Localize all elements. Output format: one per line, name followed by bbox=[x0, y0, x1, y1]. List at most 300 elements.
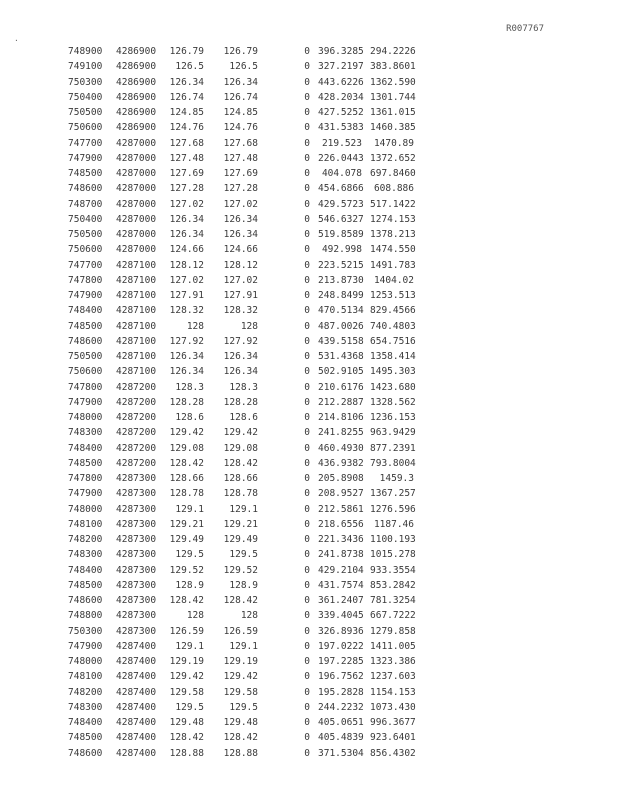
table-cell-flag: 0 bbox=[304, 656, 310, 667]
table-cell-northing: 4287000 bbox=[116, 137, 157, 149]
table-cell-value_c: 197.0222 bbox=[318, 640, 364, 652]
table-cell-value_a: 128.6 bbox=[175, 412, 204, 423]
table-cell-value_c: 443.6226 bbox=[318, 76, 364, 88]
table-cell-easting: 747700 bbox=[68, 259, 103, 271]
table-cell-flag: 0 bbox=[304, 259, 310, 271]
table-row bbox=[0, 517, 618, 532]
table-cell-value_b: 128.28 bbox=[223, 396, 258, 408]
table-cell-value_b: 126.5 bbox=[229, 61, 258, 73]
table-row bbox=[0, 578, 618, 593]
table-cell-flag: 0 bbox=[304, 366, 310, 378]
table-cell-value_a: 129.48 bbox=[169, 717, 204, 728]
table-cell-value_c: 214.8106 bbox=[318, 412, 364, 423]
table-cell-value_c: 327.2197 bbox=[318, 61, 364, 73]
table-cell-flag: 0 bbox=[304, 473, 310, 484]
table-cell-easting: 748500 bbox=[68, 168, 103, 179]
table-cell-easting: 747900 bbox=[68, 290, 103, 301]
table-cell-easting: 750500 bbox=[68, 351, 103, 362]
table-cell-value_a: 127.02 bbox=[169, 274, 204, 286]
table-cell-easting: 748700 bbox=[68, 198, 103, 210]
table-cell-value_c: 326.8936 bbox=[318, 625, 364, 637]
table-cell-northing: 4287300 bbox=[116, 625, 157, 637]
table-cell-value_d: 1100.193 bbox=[370, 534, 416, 545]
table-cell-northing: 4287400 bbox=[116, 640, 157, 652]
table-row bbox=[0, 380, 618, 395]
table-cell-value_a: 126.34 bbox=[169, 366, 204, 378]
table-cell-northing: 4287200 bbox=[116, 381, 157, 393]
table-cell-flag: 0 bbox=[304, 137, 310, 149]
table-cell-northing: 4287000 bbox=[116, 198, 157, 210]
table-cell-value_c: 212.2887 bbox=[318, 396, 364, 408]
table-cell-value_a: 128.32 bbox=[169, 305, 204, 317]
table-cell-northing: 4287300 bbox=[116, 518, 157, 530]
table-cell-value_d: 1073.430 bbox=[370, 701, 416, 713]
table-cell-value_a: 128.42 bbox=[169, 457, 204, 469]
table-cell-value_a: 126.34 bbox=[169, 76, 204, 88]
table-cell-flag: 0 bbox=[304, 640, 310, 652]
table-cell-easting: 748400 bbox=[68, 564, 103, 576]
table-cell-flag: 0 bbox=[304, 412, 310, 423]
table-cell-flag: 0 bbox=[304, 671, 310, 683]
table-row bbox=[0, 166, 618, 181]
table-cell-value_b: 124.85 bbox=[223, 107, 258, 118]
table-cell-value_c: 205.8908 bbox=[318, 473, 364, 484]
table-row bbox=[0, 395, 618, 410]
table-cell-value_d: 1236.153 bbox=[370, 412, 416, 423]
table-cell-value_c: 519.8589 bbox=[318, 229, 364, 240]
table-cell-northing: 4287000 bbox=[116, 152, 157, 164]
table-cell-value_a: 129.1 bbox=[175, 503, 204, 515]
table-cell-northing: 4287300 bbox=[116, 610, 157, 622]
table-row bbox=[0, 273, 618, 288]
table-cell-value_a: 126.5 bbox=[175, 61, 204, 73]
table-cell-easting: 748600 bbox=[68, 335, 103, 347]
table-cell-value_b: 129.49 bbox=[223, 534, 258, 545]
table-cell-flag: 0 bbox=[304, 442, 310, 454]
table-cell-value_d: 667.7222 bbox=[370, 610, 416, 622]
table-cell-easting: 750500 bbox=[68, 229, 103, 240]
table-cell-value_a: 129.5 bbox=[175, 701, 204, 713]
table-row bbox=[0, 746, 618, 761]
table-row bbox=[0, 608, 618, 623]
table-cell-northing: 4287400 bbox=[116, 701, 157, 713]
table-cell-flag: 0 bbox=[304, 213, 310, 225]
table-cell-value_d: 1459.3 bbox=[379, 473, 414, 484]
table-cell-flag: 0 bbox=[304, 686, 310, 698]
table-cell-flag: 0 bbox=[304, 457, 310, 469]
table-cell-value_b: 128.32 bbox=[223, 305, 258, 317]
table-row bbox=[0, 303, 618, 318]
table-cell-northing: 4287300 bbox=[116, 488, 157, 500]
table-cell-easting: 750600 bbox=[68, 366, 103, 378]
table-cell-value_b: 126.74 bbox=[223, 91, 258, 103]
table-cell-value_a: 128.3 bbox=[175, 381, 204, 393]
table-cell-easting: 748500 bbox=[68, 320, 103, 332]
table-cell-easting: 748500 bbox=[68, 579, 103, 591]
table-cell-value_d: 1358.414 bbox=[370, 351, 416, 362]
table-cell-flag: 0 bbox=[304, 168, 310, 179]
table-cell-value_b: 129.21 bbox=[223, 518, 258, 530]
table-cell-northing: 4287200 bbox=[116, 427, 157, 439]
table-row bbox=[0, 44, 618, 59]
table-row bbox=[0, 441, 618, 456]
document-id: R007767 bbox=[506, 24, 544, 34]
table-cell-value_d: 1237.603 bbox=[370, 671, 416, 683]
table-cell-value_d: 1362.590 bbox=[370, 76, 416, 88]
table-cell-value_a: 126.34 bbox=[169, 229, 204, 240]
table-cell-flag: 0 bbox=[304, 564, 310, 576]
table-cell-value_c: 219.523 bbox=[321, 137, 362, 149]
table-cell-value_c: 431.5383 bbox=[318, 122, 364, 134]
table-cell-value_d: 1154.153 bbox=[370, 686, 416, 698]
table-cell-easting: 747900 bbox=[68, 640, 103, 652]
table-cell-value_c: 429.5723 bbox=[318, 198, 364, 210]
table-cell-value_b: 129.5 bbox=[229, 701, 258, 713]
table-cell-value_b: 124.76 bbox=[223, 122, 258, 134]
data-table bbox=[0, 44, 618, 761]
table-cell-value_b: 128.42 bbox=[223, 457, 258, 469]
table-cell-northing: 4287300 bbox=[116, 595, 157, 606]
table-cell-value_a: 126.59 bbox=[169, 625, 204, 637]
table-row bbox=[0, 563, 618, 578]
table-cell-northing: 4286900 bbox=[116, 107, 157, 118]
table-cell-value_a: 128.66 bbox=[169, 473, 204, 484]
table-row bbox=[0, 654, 618, 669]
table-cell-northing: 4287100 bbox=[116, 320, 157, 332]
table-row bbox=[0, 471, 618, 486]
table-cell-value_a: 128 bbox=[186, 610, 204, 622]
table-cell-easting: 748200 bbox=[68, 534, 103, 545]
table-cell-value_c: 427.5252 bbox=[318, 107, 364, 118]
table-cell-value_d: 1378.213 bbox=[370, 229, 416, 240]
table-cell-value_c: 221.3436 bbox=[318, 534, 364, 545]
table-cell-value_c: 218.6556 bbox=[318, 518, 364, 530]
table-cell-value_c: 223.5215 bbox=[318, 259, 364, 271]
table-cell-easting: 747900 bbox=[68, 396, 103, 408]
table-cell-northing: 4286900 bbox=[116, 76, 157, 88]
table-cell-value_b: 129.42 bbox=[223, 671, 258, 683]
table-cell-value_d: 793.8004 bbox=[370, 457, 416, 469]
table-cell-value_c: 197.2285 bbox=[318, 656, 364, 667]
table-cell-value_b: 129.08 bbox=[223, 442, 258, 454]
table-cell-value_c: 241.8255 bbox=[318, 427, 364, 439]
table-cell-flag: 0 bbox=[304, 183, 310, 195]
table-cell-value_b: 127.68 bbox=[223, 137, 258, 149]
table-cell-northing: 4287000 bbox=[116, 183, 157, 195]
table-row bbox=[0, 334, 618, 349]
table-cell-value_c: 248.8499 bbox=[318, 290, 364, 301]
table-row bbox=[0, 700, 618, 715]
table-row bbox=[0, 669, 618, 684]
table-cell-value_b: 129.42 bbox=[223, 427, 258, 439]
table-cell-easting: 748300 bbox=[68, 427, 103, 439]
table-cell-value_c: 439.5158 bbox=[318, 335, 364, 347]
table-cell-flag: 0 bbox=[304, 305, 310, 317]
table-cell-easting: 749100 bbox=[68, 61, 103, 73]
table-cell-value_c: 396.3285 bbox=[318, 46, 364, 57]
table-cell-easting: 750600 bbox=[68, 244, 103, 256]
table-row bbox=[0, 685, 618, 700]
table-cell-northing: 4287300 bbox=[116, 579, 157, 591]
table-cell-easting: 750400 bbox=[68, 213, 103, 225]
table-cell-value_c: 487.0026 bbox=[318, 320, 364, 332]
table-cell-value_a: 128.12 bbox=[169, 259, 204, 271]
table-cell-value_b: 127.28 bbox=[223, 183, 258, 195]
table-row bbox=[0, 349, 618, 364]
table-cell-value_b: 126.34 bbox=[223, 229, 258, 240]
table-row bbox=[0, 181, 618, 196]
table-cell-northing: 4287400 bbox=[116, 717, 157, 728]
table-row bbox=[0, 120, 618, 135]
table-row bbox=[0, 288, 618, 303]
table-cell-value_b: 124.66 bbox=[223, 244, 258, 256]
table-cell-value_a: 127.69 bbox=[169, 168, 204, 179]
table-row bbox=[0, 151, 618, 166]
table-cell-northing: 4287400 bbox=[116, 671, 157, 683]
table-cell-value_a: 128.88 bbox=[169, 747, 204, 759]
table-cell-value_c: 339.4045 bbox=[318, 610, 364, 622]
table-cell-flag: 0 bbox=[304, 488, 310, 500]
table-cell-value_d: 1361.015 bbox=[370, 107, 416, 118]
table-cell-value_b: 128.42 bbox=[223, 732, 258, 744]
table-cell-value_d: 608.886 bbox=[373, 183, 414, 195]
table-cell-value_d: 781.3254 bbox=[370, 595, 416, 606]
table-cell-value_d: 1301.744 bbox=[370, 91, 416, 103]
page-mark: . bbox=[14, 34, 19, 43]
table-cell-northing: 4287100 bbox=[116, 335, 157, 347]
table-cell-value_c: 502.9105 bbox=[318, 366, 364, 378]
table-cell-value_a: 127.92 bbox=[169, 335, 204, 347]
table-cell-easting: 750300 bbox=[68, 625, 103, 637]
table-cell-northing: 4287400 bbox=[116, 732, 157, 744]
table-cell-northing: 4287300 bbox=[116, 549, 157, 561]
table-cell-northing: 4287100 bbox=[116, 290, 157, 301]
table-cell-value_d: 853.2842 bbox=[370, 579, 416, 591]
table-cell-value_c: 244.2232 bbox=[318, 701, 364, 713]
table-cell-value_c: 460.4930 bbox=[318, 442, 364, 454]
table-cell-value_c: 361.2407 bbox=[318, 595, 364, 606]
table-cell-easting: 747800 bbox=[68, 274, 103, 286]
table-row bbox=[0, 136, 618, 151]
table-cell-value_a: 128.42 bbox=[169, 595, 204, 606]
table-cell-value_c: 454.6866 bbox=[318, 183, 364, 195]
table-cell-value_d: 963.9429 bbox=[370, 427, 416, 439]
table-cell-value_d: 1474.550 bbox=[370, 244, 416, 256]
table-cell-value_d: 294.2226 bbox=[370, 46, 416, 57]
table-cell-northing: 4287100 bbox=[116, 351, 157, 362]
table-cell-value_a: 129.42 bbox=[169, 427, 204, 439]
table-cell-value_a: 129.5 bbox=[175, 549, 204, 561]
table-row bbox=[0, 90, 618, 105]
table-cell-easting: 748000 bbox=[68, 656, 103, 667]
table-cell-flag: 0 bbox=[304, 76, 310, 88]
table-row bbox=[0, 502, 618, 517]
table-cell-easting: 748600 bbox=[68, 747, 103, 759]
table-cell-value_b: 128.42 bbox=[223, 595, 258, 606]
table-cell-value_b: 126.59 bbox=[223, 625, 258, 637]
table-cell-northing: 4287200 bbox=[116, 412, 157, 423]
table-cell-value_c: 470.5134 bbox=[318, 305, 364, 317]
table-row bbox=[0, 715, 618, 730]
table-row bbox=[0, 242, 618, 257]
table-cell-value_d: 1187.46 bbox=[373, 518, 414, 530]
table-cell-value_d: 1015.278 bbox=[370, 549, 416, 561]
table-cell-easting: 748800 bbox=[68, 610, 103, 622]
table-row bbox=[0, 410, 618, 425]
table-cell-northing: 4287300 bbox=[116, 503, 157, 515]
table-cell-value_a: 128 bbox=[186, 320, 204, 332]
table-row bbox=[0, 59, 618, 74]
table-cell-easting: 750400 bbox=[68, 91, 103, 103]
table-cell-value_c: 431.7574 bbox=[318, 579, 364, 591]
table-row bbox=[0, 212, 618, 227]
table-cell-value_a: 126.34 bbox=[169, 213, 204, 225]
table-row bbox=[0, 486, 618, 501]
table-cell-northing: 4286900 bbox=[116, 91, 157, 103]
table-cell-value_a: 129.58 bbox=[169, 686, 204, 698]
table-cell-value_c: 241.8738 bbox=[318, 549, 364, 561]
table-cell-value_d: 1276.596 bbox=[370, 503, 416, 515]
table-cell-value_b: 126.34 bbox=[223, 366, 258, 378]
table-cell-flag: 0 bbox=[304, 274, 310, 286]
table-cell-value_d: 1491.783 bbox=[370, 259, 416, 271]
table-cell-value_b: 128.88 bbox=[223, 747, 258, 759]
table-cell-northing: 4287400 bbox=[116, 686, 157, 698]
table-cell-value_c: 405.4839 bbox=[318, 732, 364, 744]
table-row bbox=[0, 532, 618, 547]
table-cell-value_a: 128.28 bbox=[169, 396, 204, 408]
table-cell-easting: 748500 bbox=[68, 457, 103, 469]
table-cell-value_a: 126.34 bbox=[169, 351, 204, 362]
table-cell-northing: 4287300 bbox=[116, 534, 157, 545]
table-cell-value_c: 436.9382 bbox=[318, 457, 364, 469]
table-cell-value_d: 654.7516 bbox=[370, 335, 416, 347]
table-cell-value_b: 127.91 bbox=[223, 290, 258, 301]
table-cell-easting: 748000 bbox=[68, 503, 103, 515]
table-cell-easting: 750600 bbox=[68, 122, 103, 134]
table-cell-flag: 0 bbox=[304, 320, 310, 332]
table-cell-value_c: 371.5304 bbox=[318, 747, 364, 759]
table-cell-northing: 4286900 bbox=[116, 61, 157, 73]
table-cell-value_a: 129.08 bbox=[169, 442, 204, 454]
table-cell-value_b: 128 bbox=[240, 320, 258, 332]
table-cell-value_b: 126.79 bbox=[223, 46, 258, 57]
table-cell-value_b: 129.1 bbox=[229, 503, 258, 515]
table-cell-value_d: 697.8460 bbox=[370, 168, 416, 179]
table-cell-flag: 0 bbox=[304, 335, 310, 347]
table-cell-easting: 747900 bbox=[68, 488, 103, 500]
table-cell-northing: 4287100 bbox=[116, 259, 157, 271]
table-cell-value_b: 129.19 bbox=[223, 656, 258, 667]
table-cell-value_a: 126.79 bbox=[169, 46, 204, 57]
table-cell-easting: 750300 bbox=[68, 76, 103, 88]
table-cell-flag: 0 bbox=[304, 107, 310, 118]
table-cell-value_d: 1328.562 bbox=[370, 396, 416, 408]
table-cell-value_d: 1372.652 bbox=[370, 152, 416, 164]
table-cell-value_a: 127.91 bbox=[169, 290, 204, 301]
table-row bbox=[0, 227, 618, 242]
table-cell-northing: 4287300 bbox=[116, 564, 157, 576]
table-cell-value_b: 129.1 bbox=[229, 640, 258, 652]
table-cell-value_d: 1423.680 bbox=[370, 381, 416, 393]
table-cell-value_d: 923.6401 bbox=[370, 732, 416, 744]
table-cell-easting: 748600 bbox=[68, 595, 103, 606]
table-cell-value_d: 877.2391 bbox=[370, 442, 416, 454]
table-cell-value_a: 127.02 bbox=[169, 198, 204, 210]
table-cell-value_d: 996.3677 bbox=[370, 717, 416, 728]
table-cell-value_d: 1404.02 bbox=[373, 274, 414, 286]
table-cell-value_c: 226.0443 bbox=[318, 152, 364, 164]
table-cell-value_b: 128.66 bbox=[223, 473, 258, 484]
table-cell-value_b: 127.92 bbox=[223, 335, 258, 347]
table-cell-value_a: 127.68 bbox=[169, 137, 204, 149]
table-cell-northing: 4286900 bbox=[116, 122, 157, 134]
table-cell-flag: 0 bbox=[304, 351, 310, 362]
table-cell-flag: 0 bbox=[304, 595, 310, 606]
table-cell-value_a: 127.48 bbox=[169, 152, 204, 164]
table-cell-value_a: 129.52 bbox=[169, 564, 204, 576]
table-cell-value_c: 429.2104 bbox=[318, 564, 364, 576]
table-cell-easting: 748900 bbox=[68, 46, 103, 57]
table-cell-northing: 4287100 bbox=[116, 274, 157, 286]
table-cell-value_d: 383.8601 bbox=[370, 61, 416, 73]
table-cell-easting: 750500 bbox=[68, 107, 103, 118]
table-cell-value_b: 128 bbox=[240, 610, 258, 622]
table-cell-flag: 0 bbox=[304, 61, 310, 73]
table-cell-flag: 0 bbox=[304, 701, 310, 713]
table-cell-easting: 748200 bbox=[68, 686, 103, 698]
table-cell-northing: 4287000 bbox=[116, 213, 157, 225]
table-cell-value_c: 195.2828 bbox=[318, 686, 364, 698]
table-cell-value_c: 404.078 bbox=[321, 168, 362, 179]
table-row bbox=[0, 547, 618, 562]
table-cell-easting: 748000 bbox=[68, 412, 103, 423]
table-cell-value_b: 128.3 bbox=[229, 381, 258, 393]
table-cell-value_a: 127.28 bbox=[169, 183, 204, 195]
table-cell-value_b: 126.34 bbox=[223, 213, 258, 225]
table-cell-value_d: 1367.257 bbox=[370, 488, 416, 500]
table-cell-northing: 4287000 bbox=[116, 244, 157, 256]
table-row bbox=[0, 319, 618, 334]
table-row bbox=[0, 639, 618, 654]
table-cell-flag: 0 bbox=[304, 91, 310, 103]
table-cell-easting: 748300 bbox=[68, 549, 103, 561]
table-cell-value_d: 517.1422 bbox=[370, 198, 416, 210]
table-cell-value_a: 129.1 bbox=[175, 640, 204, 652]
table-cell-value_b: 129.58 bbox=[223, 686, 258, 698]
table-cell-value_a: 126.74 bbox=[169, 91, 204, 103]
table-row bbox=[0, 624, 618, 639]
table-cell-value_b: 127.69 bbox=[223, 168, 258, 179]
table-row bbox=[0, 730, 618, 745]
table-cell-flag: 0 bbox=[304, 549, 310, 561]
table-cell-easting: 748500 bbox=[68, 732, 103, 744]
table-cell-northing: 4287200 bbox=[116, 457, 157, 469]
table-cell-value_c: 196.7562 bbox=[318, 671, 364, 683]
table-cell-value_d: 1495.303 bbox=[370, 366, 416, 378]
table-cell-value_d: 933.3554 bbox=[370, 564, 416, 576]
table-cell-value_b: 127.02 bbox=[223, 198, 258, 210]
table-cell-easting: 748400 bbox=[68, 717, 103, 728]
table-row bbox=[0, 258, 618, 273]
table-row bbox=[0, 593, 618, 608]
table-cell-value_a: 124.76 bbox=[169, 122, 204, 134]
table-cell-flag: 0 bbox=[304, 122, 310, 134]
table-cell-value_d: 1323.386 bbox=[370, 656, 416, 667]
table-cell-flag: 0 bbox=[304, 579, 310, 591]
table-cell-flag: 0 bbox=[304, 396, 310, 408]
table-cell-value_d: 1460.385 bbox=[370, 122, 416, 134]
